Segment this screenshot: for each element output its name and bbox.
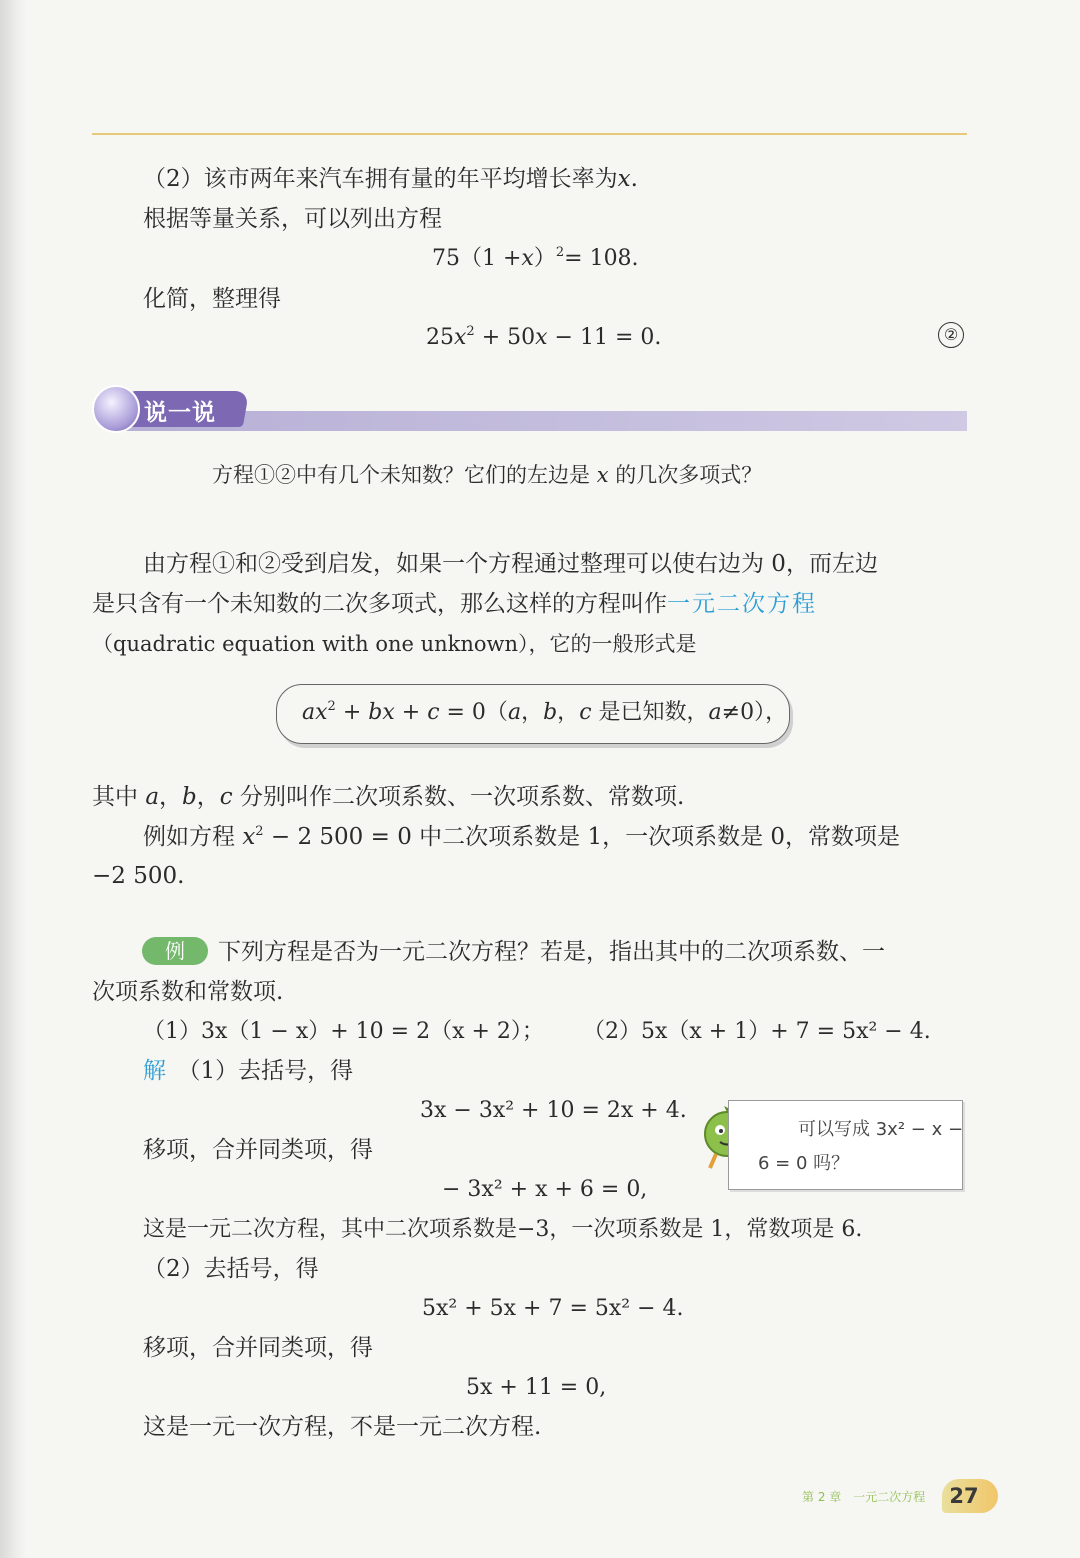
example-badge-label: 例: [165, 939, 185, 963]
equation-2-marker: ②: [938, 322, 964, 348]
coefficients-example: 例如方程 $x^2 - 2$ 500 = 0 中二次项系数是 1，一次项系数是 0，常数项是: [143, 824, 901, 850]
banner-bar: [122, 411, 967, 431]
equation-1: $75(1 +x)^2= 108$.: [432, 245, 639, 271]
discussion-question: 方程①②中有几个未知数？它们的左边是 x 的几次多项式？: [212, 463, 763, 487]
banner-label: 说一说: [144, 400, 216, 426]
solution-conclusion-1: 这是一元二次方程，其中二次项系数是−3，一次项系数是 1，常数项是 6.: [143, 1217, 863, 1242]
equation-2: $25x^2 + 50x - 11 = 0$.: [426, 324, 662, 350]
solution-eq-4: 5x + 11 = 0,: [466, 1375, 607, 1400]
term-quadratic: 一元二次方程: [667, 591, 817, 617]
speech-bubble-icon: [92, 385, 140, 433]
example-prompt-2: 次项系数和常数项.: [92, 979, 284, 1005]
general-form-formula: $ax^2$ + bx + c = 0（a，b，c 是已知数，a≠0），: [302, 699, 788, 725]
solution-eq-2: − 3x² + x + 6 = 0,: [442, 1177, 648, 1202]
coefficients-line: 其中 a，b，c 分别叫作二次项系数、一次项系数、常数项.: [92, 784, 685, 810]
header-rule: [92, 133, 967, 135]
chapter-footer: 第 2 章 一元二次方程: [802, 1490, 926, 1504]
definition-line1: 由方程①和②受到启发，如果一个方程通过整理可以使右边为 0，而左边: [143, 551, 878, 577]
solution-step-3: （2）去括号，得: [143, 1256, 319, 1282]
page-number-badge: [942, 1479, 998, 1513]
part2-simplify: 化简，整理得: [143, 286, 281, 312]
example-badge: [142, 937, 208, 965]
hint-note-line1: 可以写成 3x² − x −: [798, 1119, 964, 1140]
solution-conclusion-2: 这是一元一次方程，不是一元二次方程.: [143, 1414, 542, 1440]
hint-note-line2: 6 = 0 吗？: [758, 1153, 850, 1174]
book-spine-shadow: [0, 0, 26, 1558]
definition-line3: （quadratic equation with one unknown），它的一般形式是: [92, 632, 697, 656]
example-problem-1: （1）3x（1 − x）+ 10 = 2（x + 2）；: [143, 1019, 544, 1044]
page-number: 27: [949, 1484, 979, 1508]
solution-step-2: 移项，合并同类项，得: [143, 1137, 373, 1163]
solution-eq-3: 5x² + 5x + 7 = 5x² − 4.: [422, 1296, 684, 1321]
solution-step-4: 移项，合并同类项，得: [143, 1335, 373, 1361]
example-prompt-1: 下列方程是否为一元二次方程？若是，指出其中的二次项系数、一: [218, 939, 885, 965]
hint-note: [728, 1100, 963, 1190]
discussion-banner: [92, 385, 967, 431]
part2-intro: （2）该市两年来汽车拥有量的年平均增长率为x.: [143, 166, 638, 192]
solution-label: 解: [143, 1058, 166, 1084]
example-problem-2: （2）5x（x + 1）+ 7 = 5x² − 4.: [583, 1019, 931, 1044]
solution-eq-1: 3x − 3x² + 10 = 2x + 4.: [420, 1098, 687, 1123]
part2-relation: 根据等量关系，可以列出方程: [143, 206, 442, 232]
definition-line2: 是只含有一个未知数的二次多项式，那么这样的方程叫作一元二次方程: [92, 591, 817, 617]
solution-step-1: 解 （1）去括号，得: [143, 1058, 354, 1084]
coefficients-example-end: −2 500.: [92, 863, 185, 889]
